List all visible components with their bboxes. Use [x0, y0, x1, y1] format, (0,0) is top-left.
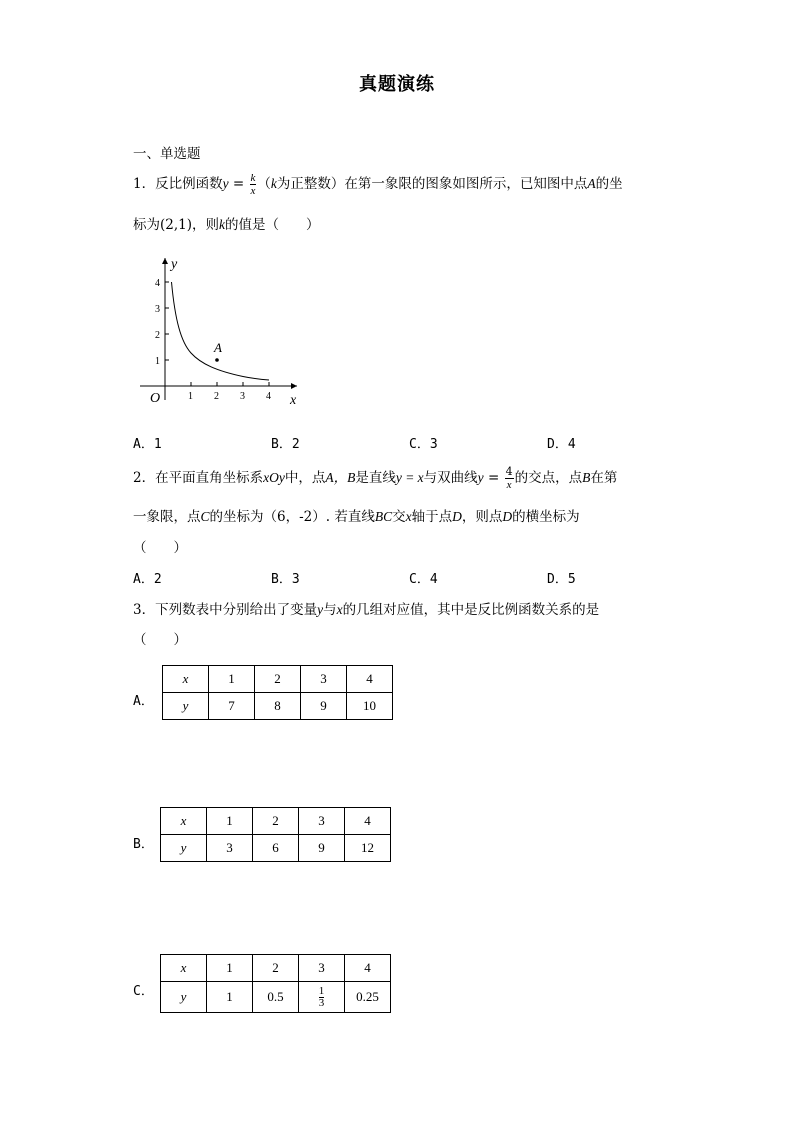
q2-text-b: 中，点: [284, 470, 326, 486]
table-row: [161, 955, 391, 982]
table-cell: 1: [207, 955, 253, 982]
q2-text-l: 的横坐标为: [512, 509, 580, 525]
table-row: [161, 982, 391, 1013]
table-cell: 2: [255, 666, 301, 693]
q2-x: x: [405, 509, 412, 524]
q3-text-c: 的几组对应值，其中是反比例函数关系的是: [342, 602, 600, 618]
q1-k: k: [270, 176, 277, 191]
q3-text-a: 下列数表中分别给出了变量: [155, 602, 318, 618]
table-cell: 3: [299, 955, 345, 982]
q1-option-b[interactable]: B．2: [271, 437, 300, 452]
q1-number: 1．: [133, 176, 156, 192]
q1-coord: (2,1): [160, 217, 193, 233]
q3-x: x: [336, 602, 343, 617]
q2-option-c[interactable]: C．4: [409, 572, 438, 587]
q2-frac-num: 4: [505, 465, 513, 478]
table-row: [161, 835, 391, 862]
y-tick-label: 3: [155, 304, 160, 315]
q2-C: C: [200, 509, 210, 524]
q2-text-d: 与双曲线: [423, 470, 478, 486]
q3-option-c-label[interactable]: C．: [133, 984, 154, 999]
q1-k2: k: [219, 217, 226, 232]
q1-A: A: [587, 176, 596, 191]
x-tick-label: 1: [188, 391, 193, 402]
q1-text-d: 的坐: [595, 176, 623, 192]
q3-option-a-label[interactable]: A．: [133, 694, 154, 709]
y-tick-label: 2: [155, 330, 160, 341]
page-title: 真题演练: [359, 74, 435, 95]
table-cell: x: [161, 955, 207, 982]
table-cell: 7: [209, 693, 255, 720]
q1-eq: =: [228, 176, 249, 192]
q1-text-a: 反比例函数: [155, 176, 223, 192]
x-tick-label: 3: [240, 391, 245, 402]
table-cell: 3: [299, 808, 345, 835]
q2-eq: =: [483, 470, 504, 486]
table-cell: 3: [301, 666, 347, 693]
table-row: [163, 666, 393, 693]
q2-fraction: [505, 466, 514, 491]
table-cell: y: [163, 693, 209, 720]
q3-option-b-label[interactable]: B．: [133, 837, 154, 852]
y-axis-label: y: [171, 257, 178, 272]
table-row: [163, 693, 393, 720]
q2-text-f: 在第: [590, 470, 618, 486]
y-tick-label: 4: [155, 278, 160, 289]
point-A-label: A: [214, 340, 222, 355]
q3-number: 3．: [133, 602, 156, 618]
q1-option-d[interactable]: D．4: [547, 437, 576, 452]
table-row: [161, 808, 391, 835]
q1-option-c[interactable]: C．3: [409, 437, 438, 452]
table-cell: 2: [253, 955, 299, 982]
q3-table-a[interactable]: [162, 665, 393, 720]
section-heading: 一、单选题: [133, 146, 201, 162]
curve: [172, 282, 270, 380]
table-cell: x: [163, 666, 209, 693]
table-cell: 4: [345, 955, 391, 982]
table-cell: 1: [207, 808, 253, 835]
q2-text-h: 的坐标为（6，-2）. 若直线: [209, 509, 375, 525]
table-cell: 0.5: [253, 982, 299, 1013]
q2-line3: （ ）: [133, 540, 187, 556]
q1-text-c: 为正整数）在第一象限的图象如图所示，已知图中点: [276, 176, 588, 192]
q1-fraction: [250, 172, 257, 197]
x-tick-label: 2: [214, 391, 219, 402]
q2-text-j: 轴于点: [411, 509, 453, 525]
q1-text-b: （: [257, 176, 271, 192]
q1-line1: [133, 172, 623, 197]
q2-BC: BC: [374, 509, 393, 524]
q2-ab: A，B: [325, 470, 356, 485]
table-cell: y: [161, 982, 207, 1013]
x-tick-label: 4: [266, 391, 271, 402]
q3-y: y: [317, 602, 324, 617]
q2-option-b[interactable]: B．3: [271, 572, 300, 587]
q3-table-b[interactable]: [160, 807, 391, 862]
q1-line2: [133, 213, 320, 233]
q2-line1: [133, 466, 617, 491]
table-cell: 3: [207, 835, 253, 862]
table-cell: 9: [301, 693, 347, 720]
frac-den: 3: [318, 996, 325, 1009]
q3-line1: [133, 598, 599, 618]
table-cell: 1: [209, 666, 255, 693]
table-cell: 12: [345, 835, 391, 862]
q2-D: D: [452, 509, 462, 524]
q2-y: y: [477, 470, 484, 485]
q1-text-f: ，则: [192, 217, 220, 233]
table-cell: x: [161, 808, 207, 835]
table-cell: 9: [299, 835, 345, 862]
table-cell: 6: [253, 835, 299, 862]
q2-text-e: 的交点，点: [514, 470, 583, 486]
x-axis-label: x: [290, 393, 297, 408]
q2-text-c: 是直线: [355, 470, 396, 486]
q2-text-i: 交: [392, 509, 406, 525]
q2-option-a[interactable]: A．2: [133, 572, 162, 587]
q2-D2: D: [502, 509, 513, 524]
table-cell: 4: [345, 808, 391, 835]
q1-text-g: 的值是（ ）: [225, 217, 320, 233]
q2-text-k: ，则点: [461, 509, 503, 525]
q3-text-b: 与: [323, 602, 337, 618]
q2-xoy: xOy: [263, 470, 285, 485]
q3-line2: （ ）: [133, 632, 187, 648]
table-cell: 10: [347, 693, 393, 720]
q2-option-d[interactable]: D．5: [547, 572, 576, 587]
q1-y: y: [222, 176, 229, 191]
frac-num: 1: [318, 984, 325, 997]
q2-text-a: 在平面直角坐标系: [155, 470, 264, 486]
table-cell: 8: [255, 693, 301, 720]
table-cell: 2: [253, 808, 299, 835]
point-A: [215, 358, 219, 362]
q1-frac-num: k: [250, 172, 256, 184]
q2-text-g: 一象限，点: [133, 509, 201, 525]
origin-label: O: [150, 391, 161, 406]
q2-B: B: [582, 470, 591, 485]
q1-text-e: 标为: [133, 217, 160, 233]
q1-graph: [135, 250, 310, 410]
q2-line2: [133, 505, 580, 525]
q3-table-c[interactable]: [160, 954, 391, 1013]
q2-frac-den: x: [506, 479, 512, 491]
table-cell: 1: [207, 982, 253, 1013]
table-cell: 0.25: [345, 982, 391, 1013]
table-cell: 4: [347, 666, 393, 693]
q2-line-eq: y = x: [395, 470, 424, 485]
table-cell: y: [161, 835, 207, 862]
q2-number: 2．: [133, 470, 156, 486]
q1-option-a[interactable]: A．1: [133, 437, 162, 452]
table-cell-fraction: [299, 982, 345, 1013]
fraction-one-third: [319, 986, 325, 1009]
y-tick-label: 1: [155, 356, 160, 367]
q1-frac-den: x: [250, 185, 256, 197]
